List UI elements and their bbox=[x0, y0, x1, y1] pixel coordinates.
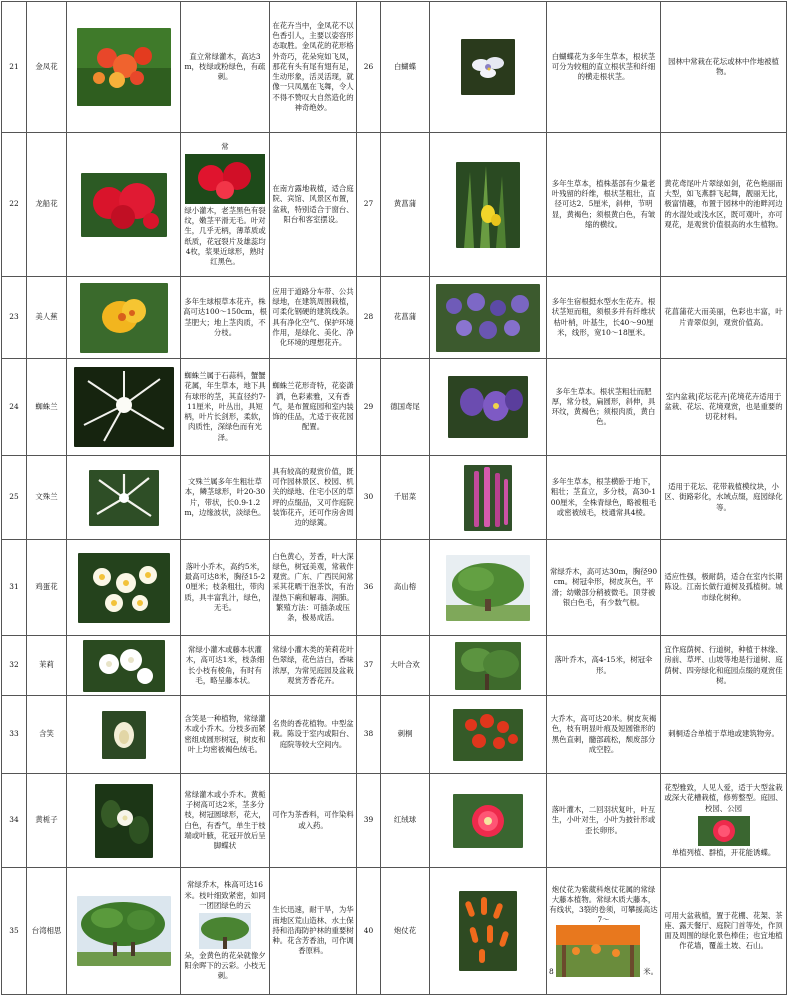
plant-use: 具有较高的观赏价值，既可作园林景区、校园、机关的绿地、住宅小区的草坪的点缀品，又可作庭院装饰花卉，还可作房舍周边的绿篱。 bbox=[270, 456, 357, 540]
plant-use: 可作为茶香料，可作染料或入药。 bbox=[270, 774, 357, 868]
plant-name: 白蝴蝶 bbox=[381, 2, 430, 133]
plant-description: 含笑是一种植物，常绿灌木或小乔木。分枝多而紧密组成圆形树冠，树皮和叶上均密被褐色绒毛。 bbox=[181, 696, 270, 774]
plant-description: 直立常绿灌木，高达3m，枝绿或粉绿色，有疏刺。 bbox=[181, 2, 270, 133]
green-acacia-tree-photo bbox=[77, 896, 171, 966]
white-michelia-photo bbox=[102, 711, 146, 759]
table-row bbox=[2, 133, 787, 277]
plant-use: 名贵的香花植物。中型盆栽。陈设于室内或阳台、庭院等较大空间内。 bbox=[270, 696, 357, 774]
purple-iris-photo bbox=[436, 284, 540, 352]
plant-use: 适应性强，极耐荫，适合在室内长期陈设。江南长做行道树及孤植树。城市绿化树种。 bbox=[661, 540, 787, 636]
plant-name: 黄栀子 bbox=[27, 774, 67, 868]
row-number: 31 bbox=[2, 540, 27, 636]
plant-use: 蜘蛛兰花形奇特，花姿潇洒，色彩素雅，又有香气，是布置庭园和室内装饰的佳品，尤适于夜花园配置。 bbox=[270, 359, 357, 456]
plant-description: 多年生草本，根茎横卧于地下，粗壮；茎直立，多分枝，高30-100厘米，全株青绿色，略被粗毛或密被绒毛，枝通常具4棱。 bbox=[547, 456, 661, 540]
row-number: 38 bbox=[357, 696, 381, 774]
plant-description: 落叶乔木，高4-15米，树冠伞形。 bbox=[547, 636, 661, 696]
plant-use: 可用大盆栽植，置于花棚、花架、茶座、露天餐厅、庭院门首等处，作顶面及周围的绿化景色棒佳；也宜地植作花墙，覆盖土坡、石山。 bbox=[661, 868, 787, 995]
plant-description: 落叶小乔木，高约5米，最高可达8米，胸径15-20厘米；枝条粗壮，带肉质，具丰富乳汁，绿色，无毛。 bbox=[181, 540, 270, 636]
row-number: 21 bbox=[2, 2, 27, 133]
plant-name: 千屈菜 bbox=[381, 456, 430, 540]
plant-use: 黄花鸢尾叶片翠绿如剑，花色艳丽而大型，如飞燕群飞起舞，靓丽无比，极富情趣，布置于园林中的池畔河边的水湿处或浅水区，既可观叶，亦可观花，是观赏价值很高的水生植物。 bbox=[661, 133, 787, 277]
row-number: 35 bbox=[2, 868, 27, 995]
table-row bbox=[2, 636, 787, 696]
plant-use-tail: 单植列植、群植，开花能诱蝶。 bbox=[671, 847, 776, 857]
plant-use: 生长迅速，耐干旱，为华南地区荒山造林、水土保持和沿海防护林的重要树种。花含芳香油，可作调香原料。 bbox=[270, 868, 357, 995]
plant-name: 黄菖蒲 bbox=[381, 133, 430, 277]
red-powderpuff-photo bbox=[453, 794, 523, 848]
plant-name: 茉莉 bbox=[27, 636, 67, 696]
red-ixora-photo bbox=[185, 154, 265, 204]
row-number: 37 bbox=[357, 636, 381, 696]
row-number: 34 bbox=[2, 774, 27, 868]
plant-use: 在南方露地栽植，适合庭院、宾馆、风景区布置，盆栽，特别适合于窗台、阳台和客室摆设。 bbox=[270, 133, 357, 277]
plant-table bbox=[1, 1, 787, 995]
yellow-canna-photo bbox=[80, 283, 168, 353]
row-number: 23 bbox=[2, 277, 27, 359]
plant-use: 在花卉当中，金凤花不以色香引人，主要以姿容形态取胜。金凤花的花形格外奇巧，花朵宛如飞凤，那花有头有尾有翅有足，生动形象，活灵活现，就像一只凤凰在飞舞，令人不得不赞叹大自然造化的神奇绝妙。 bbox=[270, 2, 357, 133]
plant-name: 大叶合欢 bbox=[381, 636, 430, 696]
table-row bbox=[2, 277, 787, 359]
plant-use: 适用于花坛、花带栽植模纹块，小区、街路彩化，水域点缀，庭园绿化等。 bbox=[661, 456, 787, 540]
plant-name: 美人蕉 bbox=[27, 277, 67, 359]
table-row bbox=[2, 868, 787, 995]
row-number: 30 bbox=[357, 456, 381, 540]
table-row bbox=[2, 456, 787, 540]
row-number: 22 bbox=[2, 133, 27, 277]
plant-use: 白色黄心，芳香，叶大深绿色，树冠美观，常栽作观赏。广东、广西民间常采其花晒干泡茶饮，有治湿热下痢和解毒、润肺。繁殖方法：可插条或压条，极易成活。 bbox=[270, 540, 357, 636]
red-ixora-photo bbox=[81, 173, 167, 237]
red-orange-flower-photo bbox=[77, 28, 171, 106]
table-row bbox=[2, 2, 787, 133]
white-spider-lily-photo bbox=[74, 367, 174, 447]
plant-description: 大乔木，高可达20米。树皮灰褐色，枝有明显叶痕及短圆锥形的黑色直刺，髓部疏松，颓废部分成空腔。 bbox=[547, 696, 661, 774]
plant-description: 多年生草本。根状茎粗壮而肥厚，常分枝，扁圆形，斜伸，具环纹，黄褐色；须根肉质，黄白色。 bbox=[547, 359, 661, 456]
plant-name: 德国鸢尾 bbox=[381, 359, 430, 456]
plant-use: 花型雅致，人见人爱，适于大型盆栽或深大花槽栽植，修剪整型。庭园、校园、公园 bbox=[664, 783, 783, 813]
row-number: 36 bbox=[357, 540, 381, 636]
green-acacia-tree-photo bbox=[199, 913, 251, 949]
table-row bbox=[2, 540, 787, 636]
plant-description: 常绿小灌木或藤本状灌木，高可达1米，枝条细长小枝有棱角，有时有毛，略呈藤本状。 bbox=[181, 636, 270, 696]
plant-name: 含笑 bbox=[27, 696, 67, 774]
white-iris-photo bbox=[461, 39, 515, 95]
plant-description: 常绿灌木或小乔木。黄栀子树高可达2米，茎多分枝，树冠圆球形，花大，白色，有香气，单生于枝端或叶腋，花冠开放后呈脚蝶状 bbox=[181, 774, 270, 868]
plant-name: 蜘蛛兰 bbox=[27, 359, 67, 456]
plant-use: 应用于道路分车带、公共绿地，在建筑周围栽植，可柔化钢硬的建筑线条。具有净化空气、保护环境作用，是绿化、美化、净化环境的理想花卉。 bbox=[270, 277, 357, 359]
plant-name: 文殊兰 bbox=[27, 456, 67, 540]
row-number: 25 bbox=[2, 456, 27, 540]
white-frangipani-photo bbox=[78, 553, 170, 623]
plant-name: 龙船花 bbox=[27, 133, 67, 277]
plant-name: 炮仗花 bbox=[381, 868, 430, 995]
plant-use: 园林中常栽在花坛或林中作地被植物。 bbox=[661, 2, 787, 133]
plant-description: 落叶灌木，二回羽状复叶，叶互生，小叶对生，小叶为披针形或歪长卵形。 bbox=[547, 774, 661, 868]
plant-description-tail: 8 bbox=[549, 967, 554, 977]
white-crinum-photo bbox=[89, 470, 159, 526]
orange-flamevine-photo bbox=[459, 891, 517, 971]
plant-use: 花菖蒲花大而美丽，色彩也丰富，叶片青翠似剑，观赏价值高。 bbox=[661, 277, 787, 359]
plant-use: 刺桐适合单植于草地或建筑物旁。 bbox=[661, 696, 787, 774]
red-coral-tree-photo bbox=[453, 709, 523, 761]
plant-name: 台湾相思 bbox=[27, 868, 67, 995]
white-jasmine-photo bbox=[83, 640, 165, 692]
yellow-iris-photo bbox=[456, 162, 520, 248]
orange-flamevine-photo bbox=[556, 925, 640, 977]
row-number: 26 bbox=[357, 2, 381, 133]
plant-description: 多年生球根草本花卉，株高可达100～150cm，根茎肥大；地上茎肉质，不分枝。 bbox=[181, 277, 270, 359]
purple-iris-photo bbox=[448, 376, 528, 438]
plant-use: 室内盆栽|花坛花卉|花境花卉适用于盆栽、花坛、花境观赏，也是重要的切花材料。 bbox=[661, 359, 787, 456]
plant-name: 红绒球 bbox=[381, 774, 430, 868]
purple-loosestrife-photo bbox=[464, 465, 512, 531]
plant-name: 金凤花 bbox=[27, 2, 67, 133]
plant-name: 鸡蛋花 bbox=[27, 540, 67, 636]
plant-description-tail: 米。 bbox=[643, 967, 658, 977]
row-number: 24 bbox=[2, 359, 27, 456]
plant-use: 常绿小灌木类的茉莉花叶色翠绿，花色洁白，香味浓厚，为常见庭园及盆栽观赏芳香花卉。 bbox=[270, 636, 357, 696]
row-number: 40 bbox=[357, 868, 381, 995]
green-banyan-tree-photo bbox=[446, 555, 530, 621]
row-number: 28 bbox=[357, 277, 381, 359]
plant-description: 绿小灌木，老茎黑色有裂纹，嫩茎平滑无毛。叶对生，几乎无柄，薄革质或纸质，花冠裂片及雄蕊均4枚，浆果近球形，熟时红黑色。 bbox=[184, 205, 266, 267]
table-row bbox=[2, 696, 787, 774]
plant-description: 文殊兰属多年生粗壮草本，鳞茎球形，叶20-30片，带状，长0.9-1.2m，边缘波状，淡绿色。 bbox=[181, 456, 270, 540]
row-number: 27 bbox=[357, 133, 381, 277]
plant-description: 多年生宿根挺水型水生花卉。根状茎短而粗，须根多并有纤维状枯叶梢，叶基生，长40～90厘米，线形，宽10～18厘米。 bbox=[547, 277, 661, 359]
plant-description: 白蝴蝶花为多年生草本，根状茎可分为较粗的直立根状茎和纤细的横走根状茎。 bbox=[547, 2, 661, 133]
table-row bbox=[2, 359, 787, 456]
plant-description: 朵，金黄色的花朵就像夕阳余晖下的云彩。小枝无刺。 bbox=[184, 951, 266, 981]
plant-description: 多年生草本，植株基部有少量老叶残留的纤维，根状茎粗壮，直径可达2．5厘米，斜伸，节明显，黄褐色；须根黄白色，有皱缩的横纹。 bbox=[547, 133, 661, 277]
green-albizia-photo bbox=[455, 642, 521, 690]
plant-description-head: 常 bbox=[221, 141, 229, 151]
row-number: 39 bbox=[357, 774, 381, 868]
plant-name: 刺桐 bbox=[381, 696, 430, 774]
plant-description: 常绿乔木，高可达30m，胸径90cm。树冠伞形，树皮灰色，平滑；幼嫩部分稍被微毛。顶芽被银白色毛，有少数气根。 bbox=[547, 540, 661, 636]
table-row bbox=[2, 774, 787, 868]
white-gardenia-photo bbox=[95, 784, 153, 858]
plant-description: 蜘蛛兰属于石蒜科，蟹蟹花属，年生草本，地下具有球形的茎，其直径约7-11厘米，叶丛出，具短柄，叶片长剑形，柔软，肉质性，深绿色而有光泽。 bbox=[181, 359, 270, 456]
row-number: 32 bbox=[2, 636, 27, 696]
plant-name: 花菖蒲 bbox=[381, 277, 430, 359]
plant-description-head: 常绿乔木，株高可达16米。枝叶细致紧密，如同一团团绿色的云 bbox=[184, 880, 266, 910]
plant-description: 炮仗花为紫葳科炮仗花属的常绿大藤本植物。常绿木质大藤本，有线状，3裂的卷须，可攀援高达7～ bbox=[549, 884, 658, 925]
row-number: 29 bbox=[357, 359, 381, 456]
plant-name: 高山榕 bbox=[381, 540, 430, 636]
plant-use: 宜作庭荫树、行道树，种植于林缘、房前、草坪、山坡等地是行道树、庭荫树、四旁绿化和庭园点缀的观赏佳树。 bbox=[661, 636, 787, 696]
red-powderpuff-photo bbox=[698, 816, 750, 846]
row-number: 33 bbox=[2, 696, 27, 774]
